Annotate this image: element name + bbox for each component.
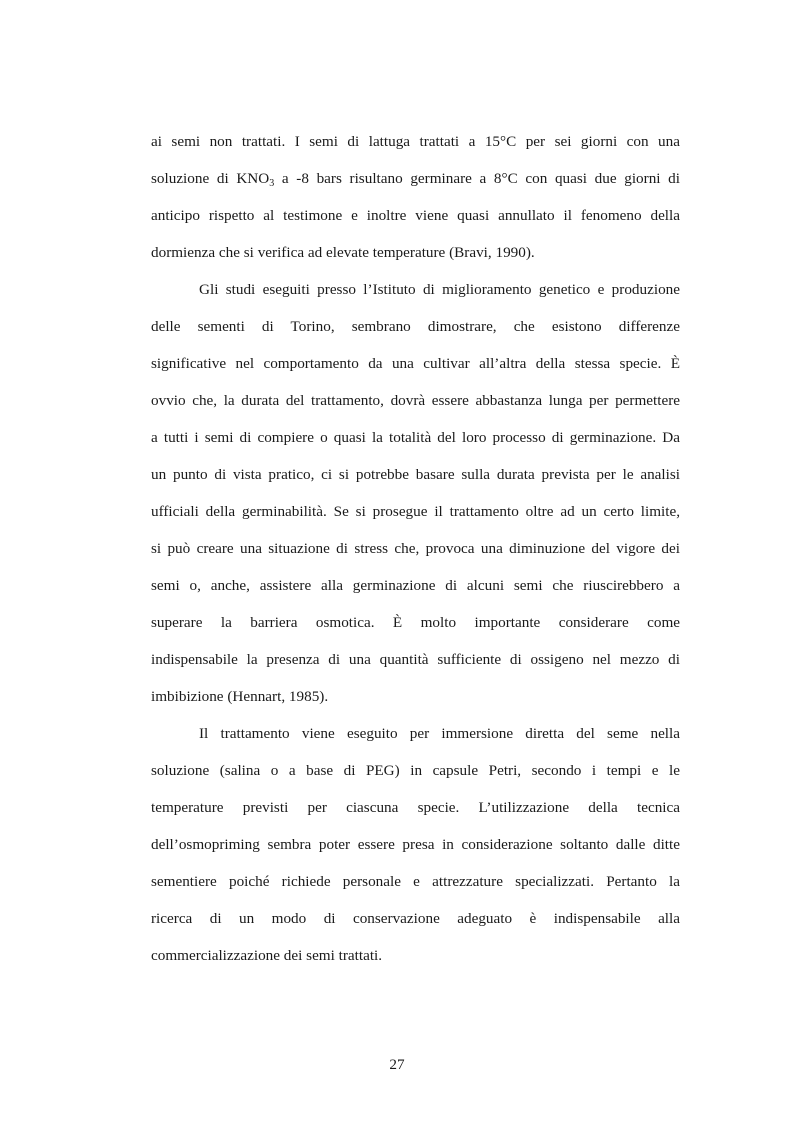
text-fragment: soluzione di KNO: [151, 170, 270, 187]
text-line: a tutti i semi di compiere o quasi la totalità del loro processo di germinazione. Da: [151, 429, 680, 446]
text-line: commercializzazione dei semi trattati.: [151, 947, 383, 964]
page-number: 27: [389, 1056, 405, 1073]
text-line: Gli studi eseguiti presso l’Istituto di miglioramento genetico e produzione: [199, 281, 680, 298]
text-line: imbibizione (Hennart, 1985).: [151, 688, 329, 705]
text-line: ovvio che, la durata del trattamento, dovrà essere abbastanza lunga per permettere: [151, 392, 680, 409]
text-line: ricerca di un modo di conservazione adeguato è indispensabile alla: [151, 910, 680, 927]
text-fragment: a -8 bars risultano germinare a 8°C con quasi due giorni di: [274, 170, 680, 187]
text-line: ufficiali della germinabilità. Se si prosegue il trattamento oltre ad un certo limite,: [151, 503, 680, 520]
text-line: significative nel comportamento da una cultivar all’altra della stessa specie. È: [151, 355, 680, 372]
subscript: 3: [269, 178, 275, 189]
text-line: si può creare una situazione di stress che, provoca una diminuzione del vigore dei: [151, 540, 680, 557]
paragraph-1: [151, 123, 680, 271]
text-line: delle sementi di Torino, sembrano dimostrare, che esistono differenze: [151, 318, 680, 335]
text-line: superare la barriera osmotica. È molto importante considerare come: [151, 614, 680, 631]
paragraph-2: [151, 271, 680, 715]
text-line-kno3: [151, 160, 680, 197]
text-line: ai semi non trattati. I semi di lattuga trattati a 15°C per sei giorni con una: [151, 133, 680, 150]
text-line: sementiere poiché richiede personale e attrezzature specializzati. Pertanto la: [151, 873, 680, 890]
paragraph-3: [151, 715, 680, 974]
text-line: semi o, anche, assistere alla germinazione di alcuni semi che riuscirebbero a: [151, 577, 680, 594]
document-body: [151, 123, 680, 974]
text-line: anticipo rispetto al testimone e inoltre viene quasi annullato il fenomeno della: [151, 207, 680, 224]
text-line: indispensabile la presenza di una quantità sufficiente di ossigeno nel mezzo di: [151, 651, 680, 668]
text-line: Il trattamento viene eseguito per immersione diretta del seme nella: [199, 725, 680, 742]
text-line: dormienza che si verifica ad elevate temperature (Bravi, 1990).: [151, 244, 535, 261]
text-line: temperature previsti per ciascuna specie. L’utilizzazione della tecnica: [151, 799, 680, 816]
text-line: dell’osmopriming sembra poter essere presa in considerazione soltanto dalle ditte: [151, 836, 680, 853]
text-line: un punto di vista pratico, ci si potrebbe basare sulla durata prevista per le analisi: [151, 466, 680, 483]
text-line: soluzione (salina o a base di PEG) in capsule Petri, secondo i tempi e le: [151, 762, 680, 779]
